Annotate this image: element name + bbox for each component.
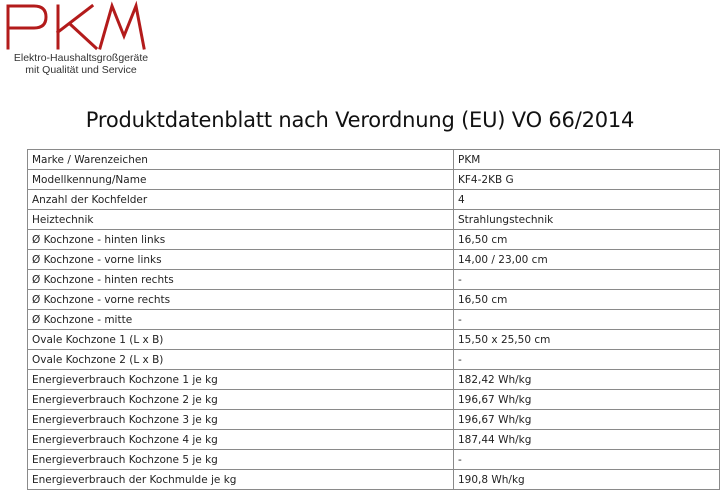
row-label: Energieverbrauch Kochzone 5 je kg (28, 450, 454, 470)
row-value: 182,42 Wh/kg (454, 370, 720, 390)
table-row (28, 410, 720, 430)
table-row (28, 150, 720, 170)
table-row (28, 270, 720, 290)
row-value: 4 (454, 190, 720, 210)
row-label: Anzahl der Kochfelder (28, 190, 454, 210)
row-value: 15,50 x 25,50 cm (454, 330, 720, 350)
row-label: Ø Kochzone - vorne rechts (28, 290, 454, 310)
row-label: Energieverbrauch der Kochmulde je kg (28, 470, 454, 490)
row-label: Energieverbrauch Kochzone 1 je kg (28, 370, 454, 390)
pkm-logo-mark (0, 0, 150, 52)
table-row (28, 390, 720, 410)
table-row (28, 330, 720, 350)
row-value: - (454, 310, 720, 330)
table-row (28, 350, 720, 370)
row-value: 16,50 cm (454, 290, 720, 310)
row-value: PKM (454, 150, 720, 170)
row-value: 16,50 cm (454, 230, 720, 250)
row-label: Modellkennung/Name (28, 170, 454, 190)
row-value: 187,44 Wh/kg (454, 430, 720, 450)
row-label: Ø Kochzone - hinten rechts (28, 270, 454, 290)
table-row (28, 230, 720, 250)
row-value: KF4-2KB G (454, 170, 720, 190)
pkm-logo (0, 0, 180, 80)
row-label: Ø Kochzone - vorne links (28, 250, 454, 270)
row-label: Energieverbrauch Kochzone 3 je kg (28, 410, 454, 430)
row-value: - (454, 270, 720, 290)
table-row (28, 310, 720, 330)
row-label: Heiztechnik (28, 210, 454, 230)
row-label: Ø Kochzone - hinten links (28, 230, 454, 250)
table-row (28, 210, 720, 230)
row-value: - (454, 450, 720, 470)
table-row (28, 250, 720, 270)
tagline-line-1: Elektro-Haushaltsgroßgeräte (13, 52, 149, 64)
row-label: Ovale Kochzone 1 (L x B) (28, 330, 454, 350)
table-row (28, 450, 720, 470)
product-data-table (27, 149, 720, 490)
row-label: Marke / Warenzeichen (28, 150, 454, 170)
row-label: Ovale Kochzone 2 (L x B) (28, 350, 454, 370)
row-value: 190,8 Wh/kg (454, 470, 720, 490)
table-row (28, 170, 720, 190)
row-value: 196,67 Wh/kg (454, 410, 720, 430)
row-value: 14,00 / 23,00 cm (454, 250, 720, 270)
row-value: - (454, 350, 720, 370)
table-row (28, 370, 720, 390)
table-row (28, 190, 720, 210)
row-label: Energieverbrauch Kochzone 4 je kg (28, 430, 454, 450)
table-row (28, 430, 720, 450)
logo-tagline (6, 52, 156, 76)
table-row (28, 290, 720, 310)
row-value: Strahlungstechnik (454, 210, 720, 230)
row-label: Energieverbrauch Kochzone 2 je kg (28, 390, 454, 410)
row-label: Ø Kochzone - mitte (28, 310, 454, 330)
row-value: 196,67 Wh/kg (454, 390, 720, 410)
table-row (28, 470, 720, 490)
page-title: Produktdatenblatt nach Verordnung (EU) VO 66/2014 (85, 108, 635, 132)
tagline-line-2: mit Qualität und Service (25, 64, 137, 76)
